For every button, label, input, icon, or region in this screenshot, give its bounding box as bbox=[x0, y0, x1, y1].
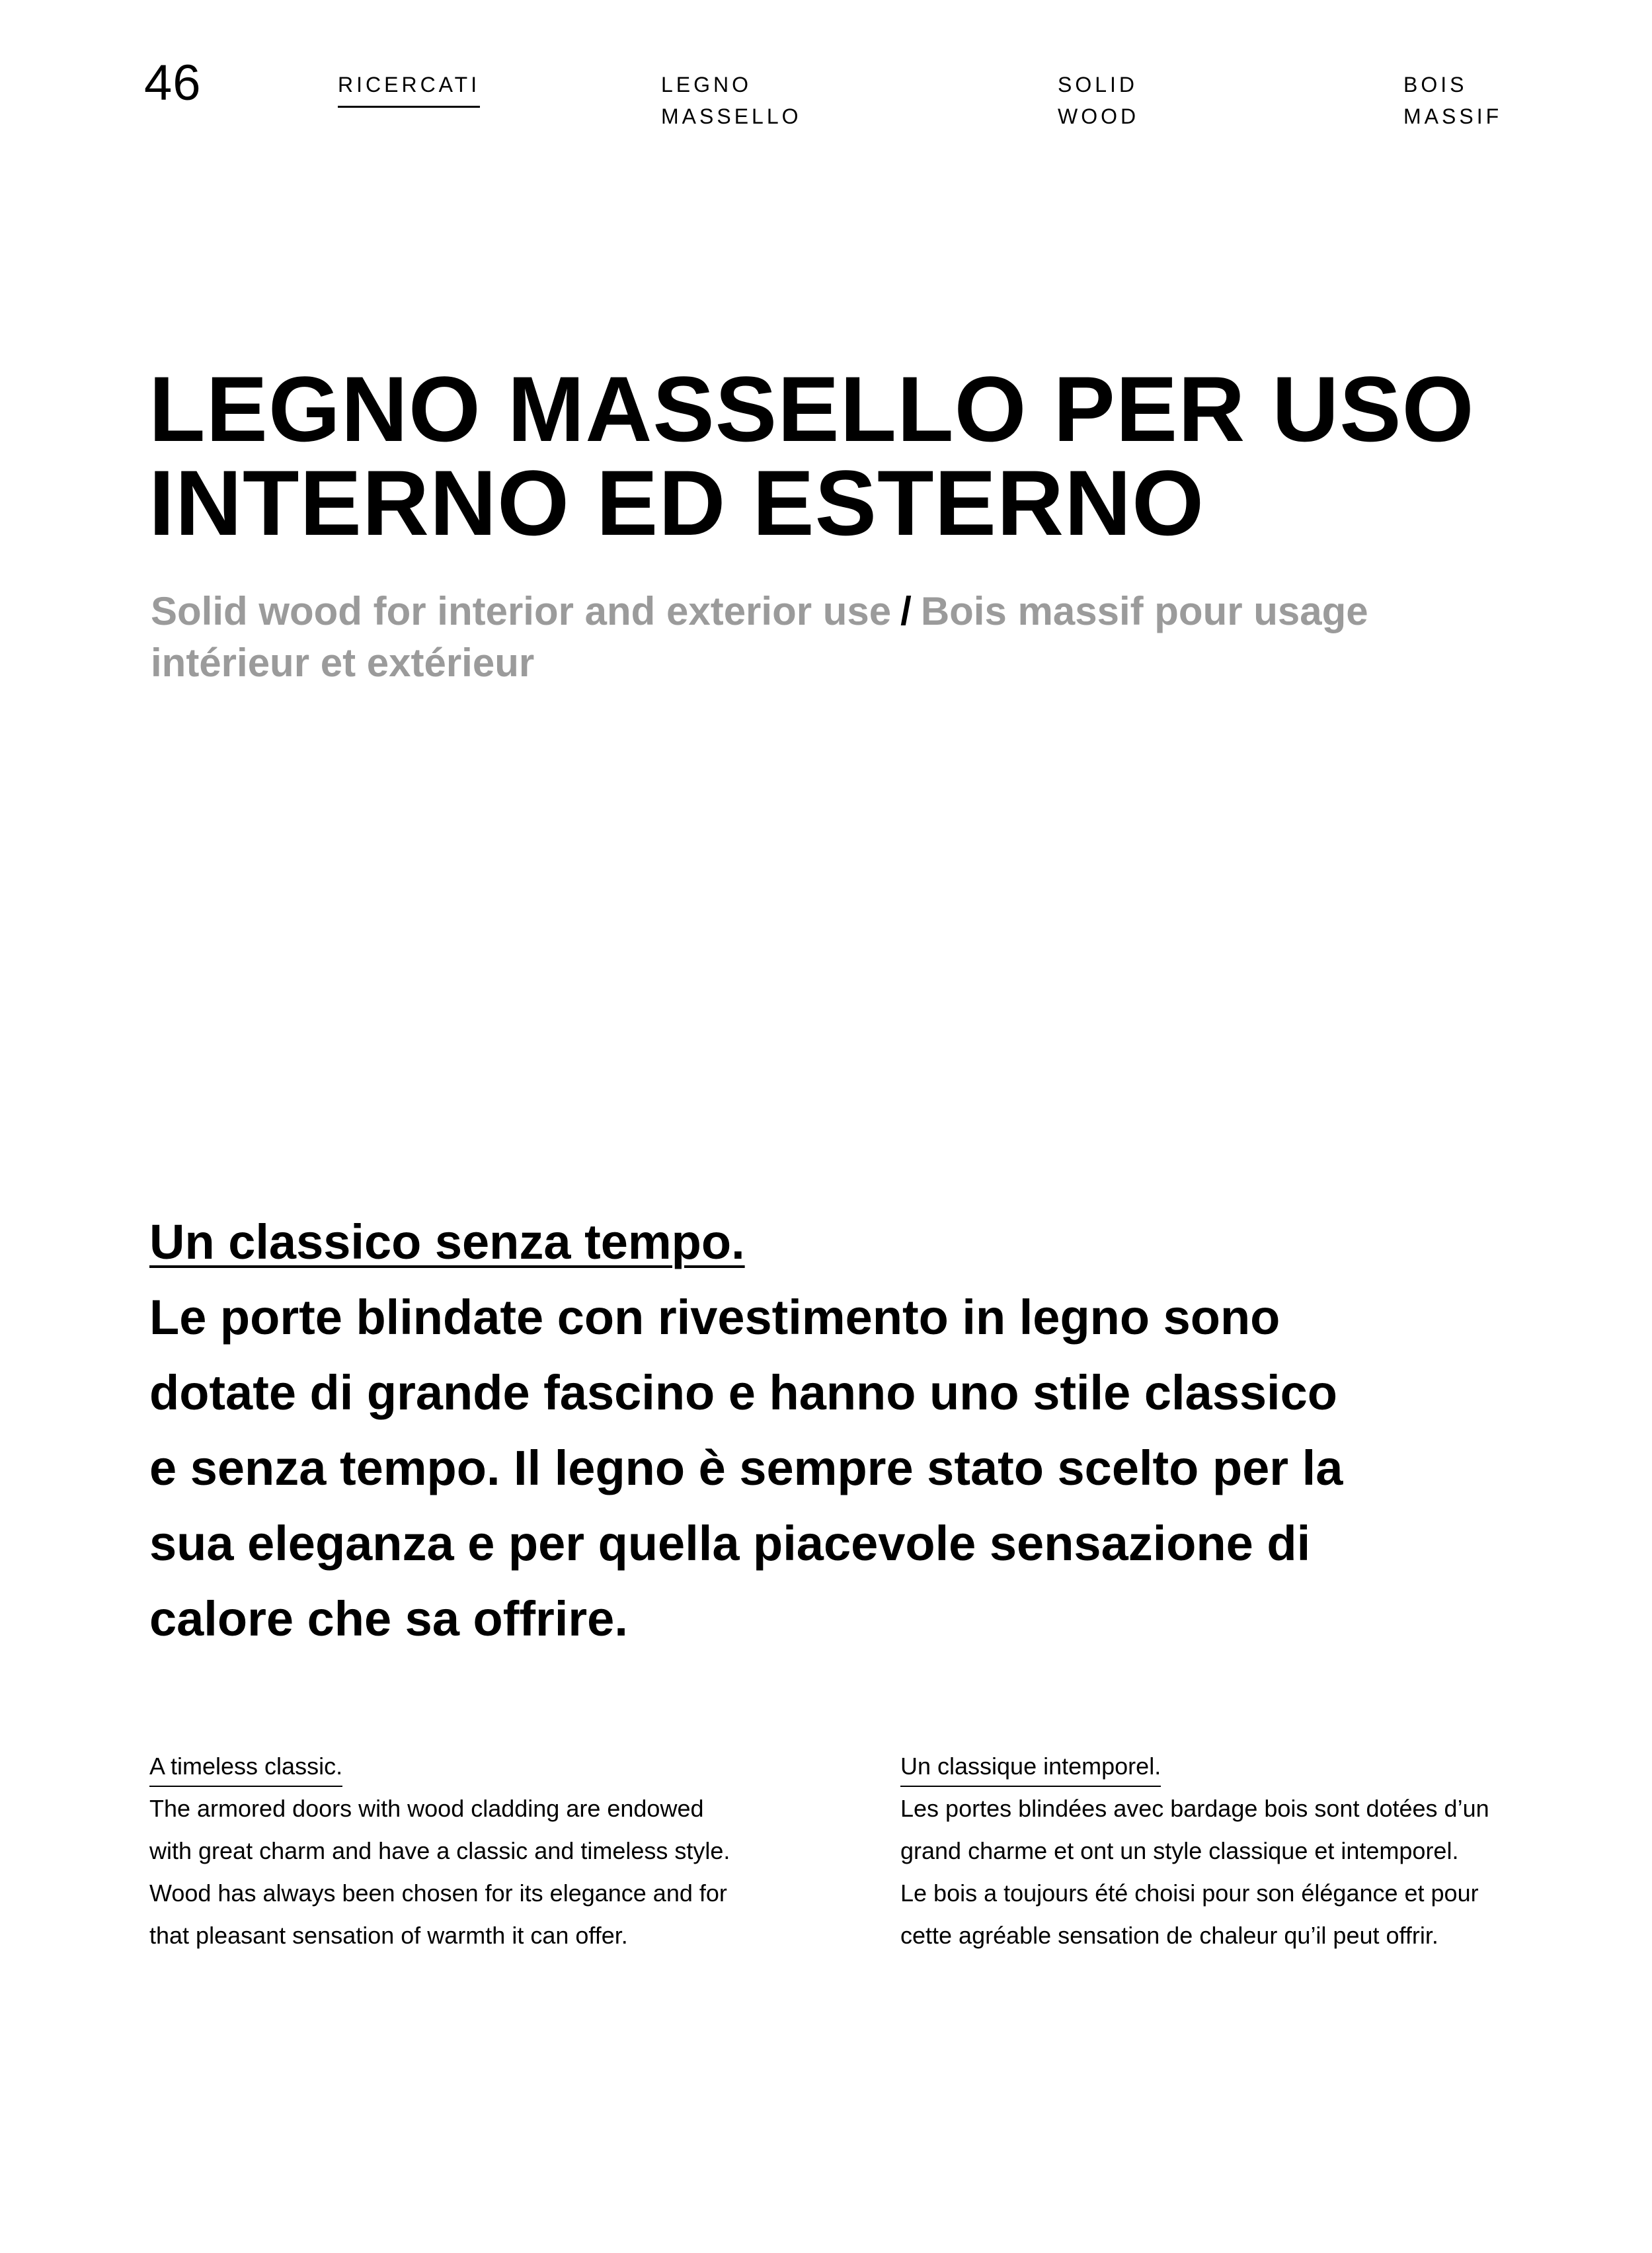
nav-item-label: MASSIF bbox=[1403, 104, 1503, 128]
page-subtitle bbox=[151, 586, 1473, 689]
nav-item-bois-massif[interactable] bbox=[1403, 69, 1502, 132]
page-title-line: INTERNO ED ESTERNO bbox=[149, 451, 1205, 555]
nav-item-solid-wood[interactable] bbox=[1058, 69, 1139, 132]
lead-line: calore che sa offrire. bbox=[149, 1591, 628, 1646]
nav-item-legno-massello[interactable] bbox=[661, 69, 802, 132]
nav-item-label: WOOD bbox=[1058, 104, 1140, 128]
page-title bbox=[149, 357, 1537, 555]
lead-line: sua eleganza e per quella piacevole sensazione di bbox=[149, 1516, 1311, 1571]
french-line: Le bois a toujours été choisi pour son élégance et pour bbox=[900, 1879, 1479, 1907]
nav-item-label: LEGNO bbox=[661, 73, 752, 97]
english-heading: A timeless classic. bbox=[149, 1747, 342, 1787]
english-line: The armored doors with wood cladding are endowed bbox=[149, 1795, 704, 1822]
subtitle-separator: / bbox=[900, 589, 912, 633]
nav-item-label: RICERCATI bbox=[338, 69, 480, 108]
english-column bbox=[149, 1745, 771, 1957]
lead-heading: Un classico senza tempo. bbox=[149, 1214, 745, 1269]
nav-item-ricercati[interactable] bbox=[338, 69, 480, 108]
page-number: 46 bbox=[144, 55, 202, 111]
lead-line: Le porte blindate con rivestimento in legno sono bbox=[149, 1290, 1280, 1345]
subtitle-french: Bois massif pour usage bbox=[920, 589, 1368, 633]
subtitle-french-continued: intérieur et extérieur bbox=[151, 641, 535, 685]
french-line: cette agréable sensation de chaleur qu’il peut offrir. bbox=[900, 1922, 1438, 1949]
french-line: Les portes blindées avec bardage bois sont dotées d’un bbox=[900, 1795, 1489, 1822]
nav-item-label: SOLID bbox=[1058, 73, 1138, 97]
nav-item-label: MASSELLO bbox=[661, 104, 802, 128]
subtitle-english: Solid wood for interior and exterior use bbox=[151, 589, 892, 633]
english-line: Wood has always been chosen for its elegance and for bbox=[149, 1879, 727, 1907]
lead-line: dotate di grande fascino e hanno uno stile classico bbox=[149, 1365, 1337, 1420]
lead-paragraph bbox=[149, 1205, 1472, 1657]
english-line: that pleasant sensation of warmth it can offer. bbox=[149, 1922, 628, 1949]
nav-item-label: BOIS bbox=[1403, 73, 1468, 97]
lead-line: e senza tempo. Il legno è sempre stato scelto per la bbox=[149, 1441, 1343, 1495]
page-title-line: LEGNO MASSELLO PER USO bbox=[149, 357, 1475, 461]
french-line: grand charme et ont un style classique et intemporel. bbox=[900, 1837, 1459, 1864]
french-heading: Un classique intemporel. bbox=[900, 1747, 1161, 1787]
french-column bbox=[900, 1745, 1522, 1957]
english-line: with great charm and have a classic and timeless style. bbox=[149, 1837, 730, 1864]
